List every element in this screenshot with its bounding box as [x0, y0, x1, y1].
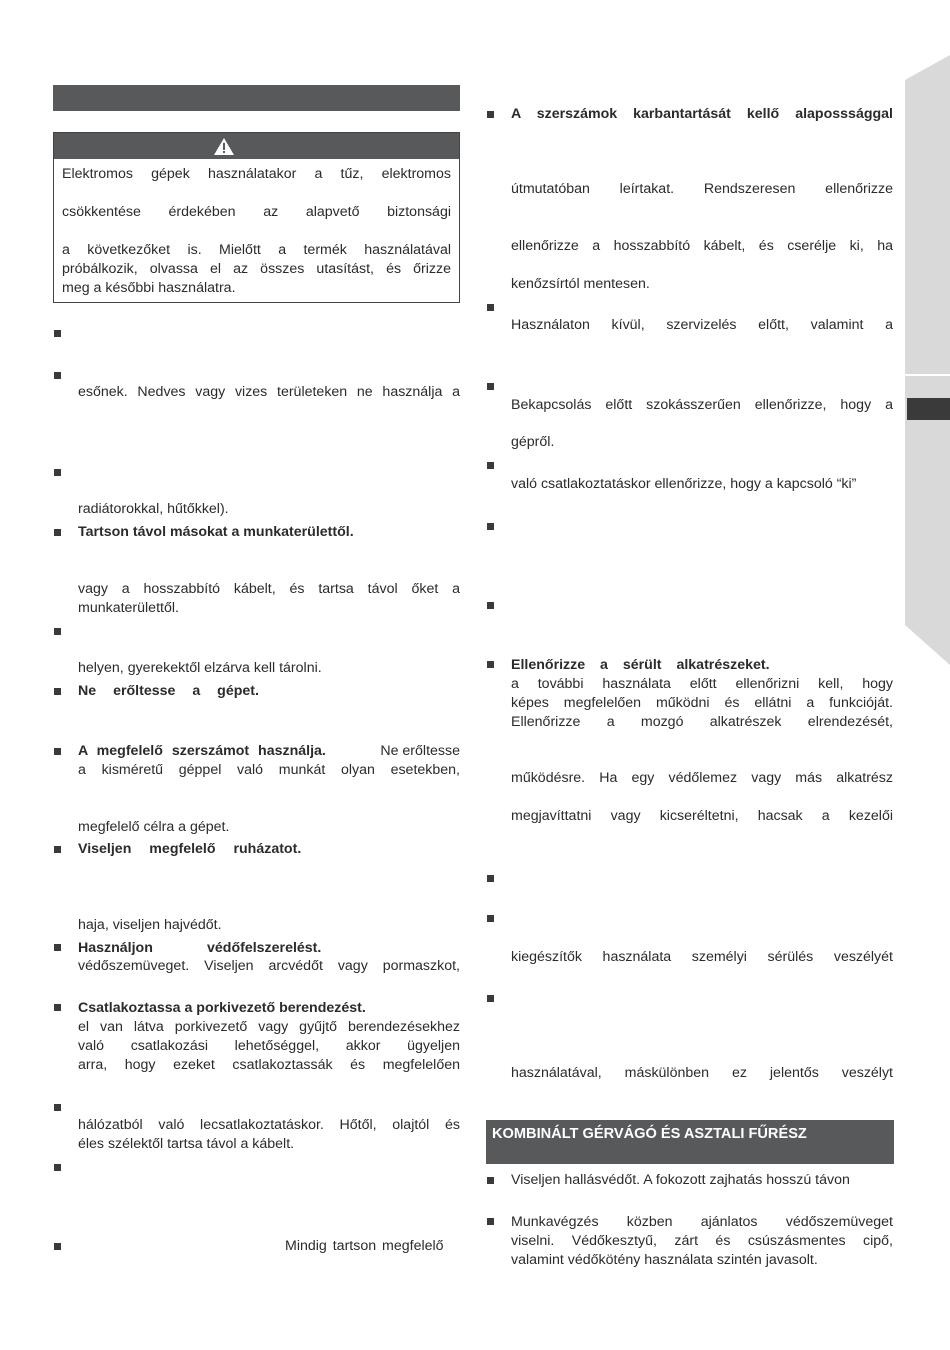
left-text-line: helyen, gyerekektől elzárva kell tárolni.	[78, 660, 322, 676]
left-text-line: a kisméretű géppel való munkát olyan esetekben,	[78, 762, 460, 778]
left-text-line: esőnek. Nedves vagy vizes területeken ne használja a	[78, 384, 460, 400]
side-tab-marker	[907, 398, 950, 420]
left-heading: Tartson távol másokat a munkaterülettől.	[78, 524, 354, 540]
right-heading: A szerszámok karbantartását kellő alaposssággal	[511, 106, 893, 122]
left-text-line: vagy a hosszabbító kábelt, és tartsa távol őket a	[78, 581, 460, 597]
right-text-line: valamint védőkötény használata szintén javasolt.	[511, 1252, 818, 1268]
right-text-line: képes megfelelően működni és ellátni a funkcióját.	[511, 695, 893, 711]
warning-line-3: a következőket is. Mielőtt a termék használatával	[62, 242, 451, 258]
left-text-line: éles szélektől tartsa távol a kábelt.	[78, 1136, 295, 1152]
left-text-line: hálózatból való lecsatlakoztatáskor. Hőtől, olajtól és	[78, 1117, 460, 1133]
bullet-marker	[54, 1243, 61, 1250]
bullet-marker	[487, 462, 494, 469]
left-text-line: Mindig tartson megfelelő	[285, 1238, 444, 1254]
right-heading: Ellenőrizze a sérült alkatrészeket.	[511, 657, 770, 673]
right-text-line: ellenőrizze a hosszabbító kábelt, és cserélje ki, ha	[511, 238, 893, 254]
bullet-marker	[54, 944, 61, 951]
section-title: KOMBINÁLT GÉRVÁGÓ ÉS ASZTALI FŰRÉSZ	[492, 1126, 807, 1142]
left-heading: A megfelelő szerszámot használja.	[78, 743, 326, 759]
right-text-line: a további használata előtt ellenőrizni kell, hogy	[511, 676, 893, 692]
bullet-marker	[487, 915, 494, 922]
warning-line-4: próbálkozik, olvassa el az összes utasítást, és őrizze	[62, 261, 451, 277]
left-text-line: el van látva porkivezető vagy gyűjtő berendezésekhez	[78, 1019, 460, 1035]
right-text-line: Munkavégzés közben ajánlatos védőszemüveget	[511, 1214, 893, 1230]
bullet-marker	[54, 1164, 61, 1171]
left-heading: védőfelszerelést.	[207, 940, 322, 956]
left-text-line: védőszemüveget. Viseljen arcvédőt vagy pormaszkot,	[78, 958, 460, 974]
left-heading: Ne erőltesse a gépet.	[78, 683, 259, 699]
bullet-marker	[487, 602, 494, 609]
bullet-marker	[487, 1177, 494, 1184]
bullet-marker	[487, 383, 494, 390]
bullet-marker	[54, 846, 61, 853]
right-text-line: útmutatóban leírtakat. Rendszeresen ellenőrizze	[511, 181, 893, 197]
side-tab	[905, 55, 950, 665]
bullet-marker	[487, 661, 494, 668]
warning-line-1: Elektromos gépek használatakor a tűz, elektromos	[62, 166, 451, 182]
left-heading: Csatlakoztassa a porkivezető berendezést.	[78, 1000, 366, 1016]
left-text-line: radiátorokkal, hűtőkkel).	[78, 501, 229, 517]
right-text-line: kenőzsírtól mentesen.	[511, 276, 650, 292]
bullet-marker	[54, 1104, 61, 1111]
right-text-line: megjavíttatni vagy kicseréltetni, hacsak a kezelői	[511, 808, 893, 824]
bullet-marker	[54, 469, 61, 476]
left-text-line: való csatlakozási lehetőséggel, akkor ügyeljen	[78, 1038, 460, 1054]
left-text-line: haja, viseljen hajvédőt.	[78, 917, 222, 933]
bullet-marker	[487, 304, 494, 311]
section-title-bar	[486, 1120, 894, 1164]
bullet-marker	[54, 529, 61, 536]
left-text: Ne erőltesse	[380, 743, 460, 759]
bullet-marker	[54, 1004, 61, 1011]
bullet-marker	[54, 688, 61, 695]
left-heading: Viseljen megfelelő ruházatot.	[78, 841, 302, 857]
left-text-line: megfelelő célra a gépet.	[78, 819, 230, 835]
right-text-line: kiegészítők használata személyi sérülés veszélyét	[511, 949, 893, 965]
right-text-line: használatával, máskülönben ez jelentős veszélyt	[511, 1065, 893, 1081]
bullet-marker	[487, 1218, 494, 1225]
right-text-line: működésre. Ha egy védőlemez vagy más alkatrész	[511, 770, 893, 786]
right-text-line: Bekapcsolás előtt szokásszerűen ellenőrizze, hogy a	[511, 397, 893, 413]
bullet-marker	[54, 748, 61, 755]
warning-icon	[214, 138, 234, 155]
bullet-marker	[54, 330, 61, 337]
left-text-line: munkaterülettől.	[78, 600, 179, 616]
right-text-line: való csatlakoztatáskor ellenőrizze, hogy a kapcsoló “ki”	[511, 476, 857, 492]
right-text-line: gépről.	[511, 434, 555, 450]
bullet-marker	[487, 523, 494, 530]
bullet-marker	[487, 111, 494, 118]
section-header-bar	[53, 85, 460, 111]
warning-header	[54, 133, 459, 159]
right-text-line: Ellenőrizze a mozgó alkatrészek elrendezését,	[511, 714, 893, 730]
right-text-line: Viseljen hallásvédőt. A fokozott zajhatás hosszú távon	[511, 1172, 850, 1188]
bullet-marker	[54, 628, 61, 635]
left-heading: Használjon	[78, 940, 153, 956]
warning-line-2: csökkentése érdekében az alapvető biztonsági	[62, 204, 451, 220]
bullet-marker	[487, 995, 494, 1002]
right-text-line: Használaton kívül, szervizelés előtt, valamint a	[511, 317, 893, 333]
left-text-line	[78, 742, 460, 761]
bullet-marker	[487, 875, 494, 882]
left-text-line: arra, hogy ezeket csatlakoztassák és megfelelően	[78, 1057, 460, 1073]
right-text-line: viselni. Védőkesztyű, zárt és csúszásmentes cipő,	[511, 1233, 893, 1249]
warning-line-5: meg a későbbi használatra.	[62, 280, 236, 296]
bullet-marker	[54, 372, 61, 379]
